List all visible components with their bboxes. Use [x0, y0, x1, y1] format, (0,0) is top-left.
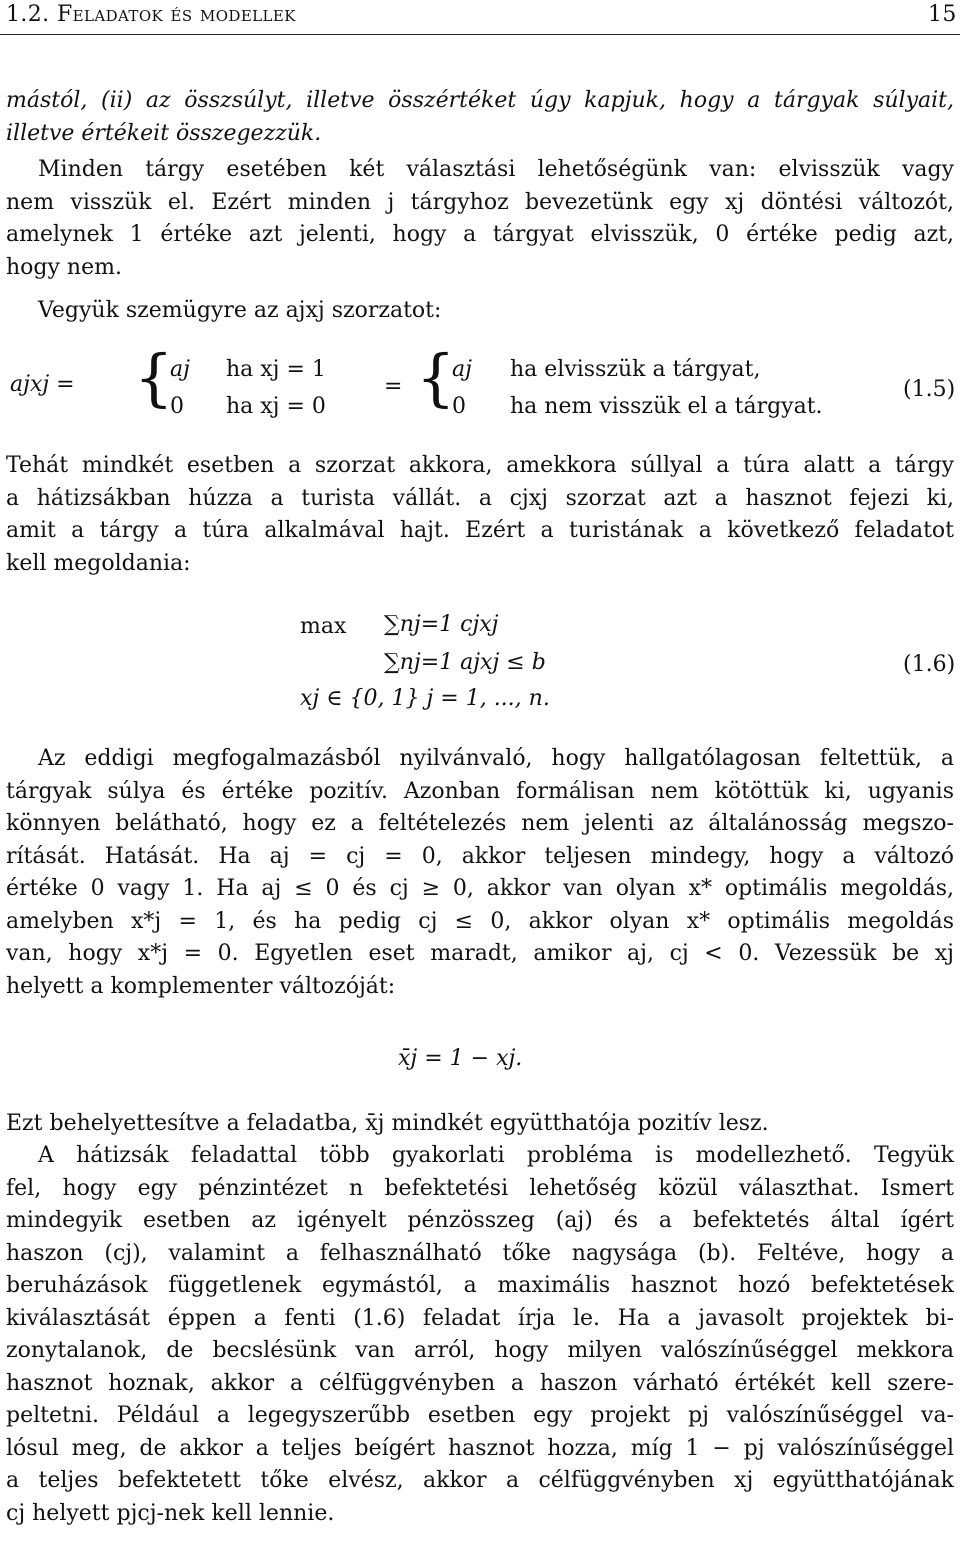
eq15-case1-value: aj	[170, 357, 190, 382]
eq16-domain: xj ∈ {0, 1} j = 1, ..., n.	[300, 686, 550, 711]
p1-line: illetve értékeit összegezzük.	[6, 120, 322, 146]
p4-line: amit a tárgy a túra alkalmával hajt. Ezért a turistának a következő feladatot	[6, 518, 954, 543]
p7-line: haszon (cj), valamint a felhasználható tőke nagysága (b). Feltéve, hogy a	[6, 1240, 954, 1266]
p4-line: a hátizsákban húzza a turista vállát. a cjxj szorzat azt a hasznot fejezi ki,	[6, 485, 954, 511]
eq15-case3-cond: ha elvisszük a tárgyat,	[510, 357, 761, 382]
running-header	[6, 2, 957, 27]
equation-complement: x̄j = 1 − xj.	[398, 1046, 523, 1071]
left-brace-1: {	[134, 341, 174, 414]
p5-line: van, hogy x*j = 0. Egyetlen eset maradt, amikor aj, cj < 0. Vezessük be xj	[6, 941, 954, 966]
p7-line: a teljes befektetett tőke elvész, akkor a célfüggvényben xj együtthatójának	[6, 1468, 954, 1493]
p6-line: Ezt behelyettesítve a feladatba, x̄j mindkét együtthatója pozitív lesz.	[6, 1111, 769, 1136]
p2-line: hogy nem.	[6, 254, 122, 280]
p5-line: Az eddigi megfogalmazásból nyilvánvaló, hogy hallgatólagosan feltettük, a	[38, 746, 954, 771]
eq15-case3-value: aj	[452, 357, 472, 382]
p5-line: rítását. Hatását. Ha aj = cj = 0, akkor teljesen mindegy, hogy a változó	[6, 843, 954, 869]
p5-line: amelyben x*j = 1, és ha pedig cj ≤ 0, akkor olyan x* optimális megoldás	[6, 908, 954, 934]
eq15-case1-cond: ha xj = 1	[226, 357, 326, 382]
left-brace-2: {	[416, 341, 456, 414]
eq15-case4-cond: ha nem visszük el a tárgyat.	[510, 394, 823, 419]
p7-line: lósul meg, de akkor a teljes beígért hasznot hozza, míg 1 − pj valószínűséggel	[6, 1435, 954, 1461]
eq15-case2-cond: ha xj = 0	[226, 394, 326, 419]
p7-line: mindegyik esetben az igényelt pénzösszeg (aj) és a befektetés által ígért	[6, 1208, 954, 1233]
p2-line: amelynek 1 értéke azt jelenti, hogy a tárgyat elvisszük, 0 értéke pedig azt,	[6, 222, 954, 247]
section-title: 1.2. Feladatok és modellek	[6, 2, 296, 27]
eq16-objective: ∑nj=1 cjxj	[384, 612, 499, 637]
p2-line: nem visszük el. Ezért minden j tárgyhoz bevezetünk egy xj döntési változót,	[6, 189, 954, 215]
eq15-case2-value: 0	[170, 394, 184, 419]
p5-line: értéke 0 vagy 1. Ha aj ≤ 0 és cj ≥ 0, akkor van olyan x* optimális megoldás,	[6, 876, 954, 901]
paragraph-6	[6, 1108, 954, 1141]
paragraph-2	[6, 154, 954, 284]
paragraph-5	[6, 743, 954, 1003]
p7-line: cj helyett pjcj-nek kell lennie.	[6, 1500, 335, 1526]
p5-line: könnyen belátható, hogy ez a feltételezés nem jelenti az általánosság megszo-	[6, 811, 954, 836]
p3-line: Vegyük szemügyre az ajxj szorzatot:	[38, 298, 442, 323]
paragraph-7	[6, 1140, 954, 1530]
eq16-max: max	[300, 614, 347, 639]
p4-line: kell megoldania:	[6, 550, 191, 576]
eq16-constraint: ∑nj=1 ajxj ≤ b	[384, 650, 546, 675]
p1-line: mástól, (ii) az összsúlyt, illetve összértéket úgy kapjuk, hogy a tárgyak súlyait,	[6, 88, 954, 113]
p7-line: beruházások függetlenek egymástól, a maximális hasznot hozó befektetések	[6, 1273, 954, 1298]
eq15-number: (1.5)	[903, 377, 956, 402]
p2-line: Minden tárgy esetében két választási lehetőségünk van: elvisszük vagy	[38, 157, 954, 182]
p7-line: kiválasztását éppen a fenti (1.6) feladat írja le. Ha a javasolt projektek bi-	[6, 1305, 954, 1331]
paragraph-1	[6, 85, 954, 150]
page-number: 15	[928, 2, 957, 27]
p7-line: fel, hogy egy pénzintézet n befektetési lehetőség közül választhat. Ismert	[6, 1175, 954, 1201]
p7-line: A hátizsák feladattal több gyakorlati probléma is modellezhető. Tegyük	[38, 1143, 954, 1168]
p7-line: peltetni. Például a legegyszerűbb esetben egy projekt pj valószínűséggel va-	[6, 1403, 954, 1428]
paragraph-3	[6, 295, 954, 328]
p7-line: zonytalanok, de becslésünk van arról, hogy milyen valószínűséggel mekkora	[6, 1338, 954, 1363]
eq15-case4-value: 0	[452, 394, 466, 419]
p5-line: tárgyak súlya és értéke pozitív. Azonban formálisan nem kötöttük ki, ugyanis	[6, 778, 954, 804]
eq15-mid-equals: =	[384, 374, 403, 399]
eq15-lhs: ajxj =	[10, 372, 75, 397]
p4-line: Tehát mindkét esetben a szorzat akkora, amekkora súllyal a túra alatt a tárgy	[6, 453, 954, 478]
paragraph-4	[6, 450, 954, 580]
header-rule	[0, 34, 960, 35]
eq16-number: (1.6)	[903, 652, 956, 677]
p5-line: helyett a komplementer változóját:	[6, 973, 396, 999]
p7-line: hasznot hoznak, akkor a célfüggvényben a haszon várható értékét kell szere-	[6, 1370, 954, 1396]
